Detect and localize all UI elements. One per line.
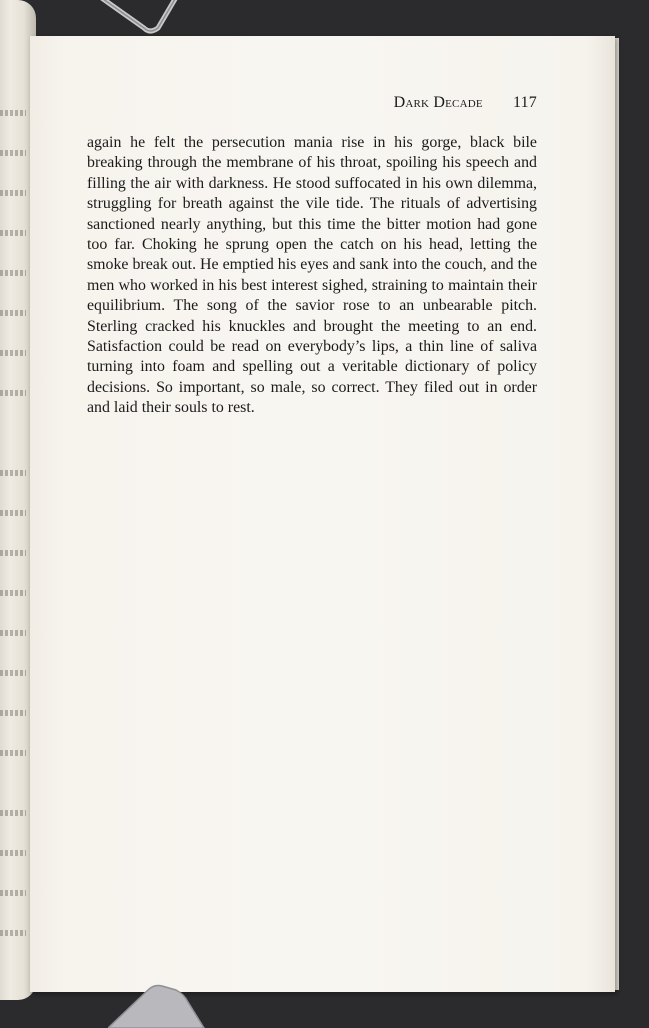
running-title: Dark Decade <box>393 94 483 111</box>
page-holder-clip-icon <box>92 0 180 38</box>
facing-page-show-through <box>0 190 26 196</box>
facing-page-show-through <box>0 850 26 856</box>
facing-page-show-through <box>0 510 26 516</box>
page-number: 117 <box>512 94 537 111</box>
facing-page-show-through <box>0 550 26 556</box>
facing-page-show-through <box>0 810 26 816</box>
running-header <box>394 94 537 112</box>
facing-page-show-through <box>0 110 26 116</box>
facing-page-show-through <box>0 310 26 316</box>
facing-page-show-through <box>0 470 26 476</box>
facing-page-show-through <box>0 710 26 716</box>
page-holder-clip-icon <box>108 984 218 1028</box>
body-paragraph: again he felt the persecution mania rise in his gorge, black bile breaking through the membrane of his throat, spoiling his speech and filling the air with darkness. He stood suffocated in his own dilemma, struggling for breath against the vile tide. The rituals of advertising sanctioned nearly anything, but this time the bitter motion had gone too far. Choking he sprung open the catch on his head, letting the smoke break out. He emptied his eyes and sank into the couch, and the men who worked in his best interest sighed, straining to maintain their equilibrium. The song of the savior rose to an unbearable pitch. Sterling cracked his knuckles and brought the meeting to an end. Satisfaction could be read on everybody’s lips, a thin line of saliva turning into foam and spelling out a veritable dictionary of policy decisions. So important, so male, so correct. They filed out in order and laid their souls to rest. <box>87 134 537 417</box>
facing-page-show-through <box>0 350 26 356</box>
facing-page-show-through <box>0 930 26 936</box>
facing-page-show-through <box>0 150 26 156</box>
facing-page-show-through <box>0 750 26 756</box>
facing-page-show-through <box>0 890 26 896</box>
facing-page-show-through <box>0 630 26 636</box>
facing-page-show-through <box>0 390 26 396</box>
facing-page-show-through <box>0 270 26 276</box>
book-page <box>30 36 615 992</box>
facing-page-show-through <box>0 670 26 676</box>
facing-page-show-through <box>0 230 26 236</box>
facing-page-show-through <box>0 590 26 596</box>
